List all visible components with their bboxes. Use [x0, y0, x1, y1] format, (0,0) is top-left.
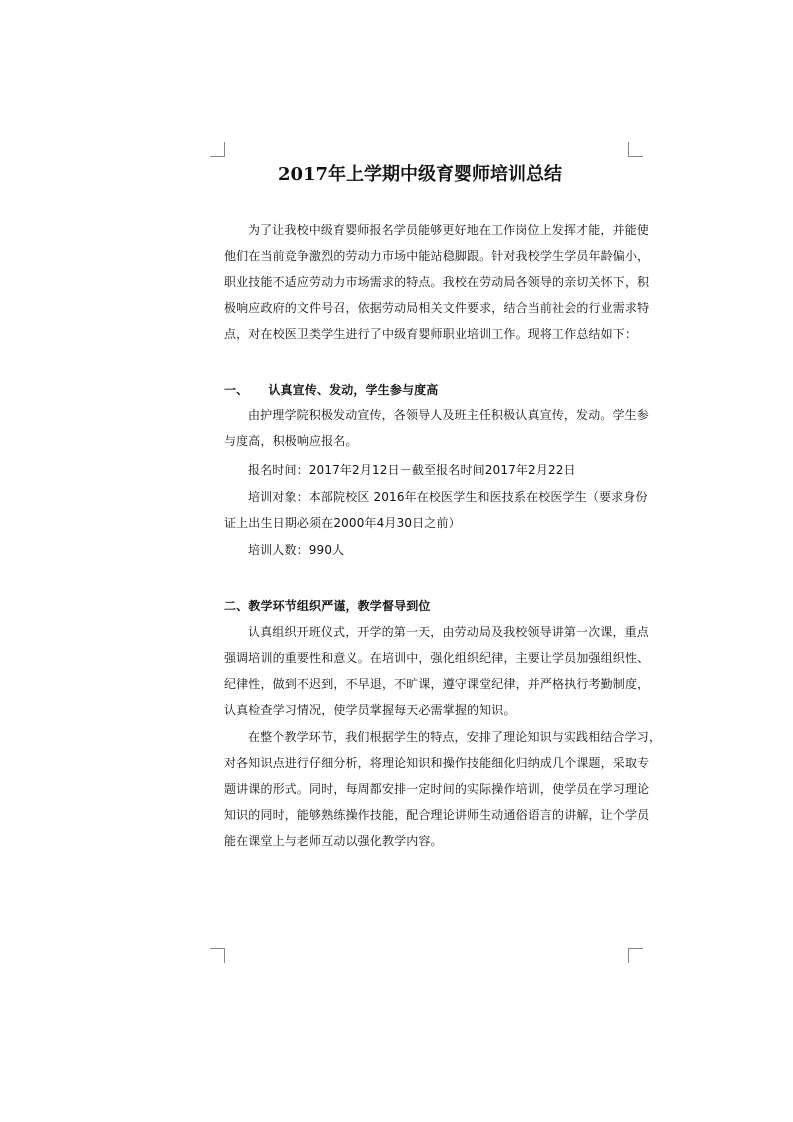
section-1-para-line: 与度高，积极响应报名。	[224, 434, 358, 448]
section-2-para1-line: 认真检查学习情况，使学员掌握每天必需掌握的知识。	[224, 703, 516, 717]
section-2-para2-line: 能在课堂上与老师互动以强化教学内容。	[224, 834, 443, 848]
intro-line: 点，对在校医卫类学生进行了中级育婴师职业培训工作。现将工作总结如下：	[224, 327, 638, 341]
document-title: 2017年上学期中级育婴师培训总结	[277, 164, 563, 185]
corner-mark-top-right	[628, 142, 643, 157]
section-1-title: 认真宣传、发动，学生参与度高	[268, 383, 439, 397]
corner-mark-bottom-left	[210, 948, 225, 963]
section-2-para2-line: 对各知识点进行仔细分析，将理论知识和操作技能细化归纳成几个课题，采取专	[224, 756, 650, 770]
section-2-para2-line: 在整个教学环节，我们根据学生的特点，安排了理论知识与实践相结合学习，	[248, 730, 662, 744]
section-2-para2-line: 题讲课的形式。同时，每周都安排一定时间的实际操作培训，使学员在学习理论	[224, 782, 650, 796]
intro-line: 他们在当前竞争激烈的劳动力市场中能站稳脚跟。针对我校学生学员年龄偏小，	[224, 249, 650, 263]
corner-mark-top-left	[210, 142, 225, 157]
section-2-para1-line: 强调培训的重要性和意义。在培训中，强化组织纪律，主要让学员加强组织性、	[224, 651, 650, 665]
training-target-line: 培训对象：本部院校区 2016年在校医学生和医技系在校医学生（要求身份	[248, 490, 648, 504]
section-2-para1-line: 认真组织开班仪式，开学的第一天，由劳动局及我校领导讲第一次课，重点	[248, 625, 649, 639]
intro-line: 极响应政府的文件号召，依据劳动局相关文件要求，结合当前社会的行业需求特	[224, 301, 650, 315]
intro-line: 职业技能不适应劳动力市场需求的特点。我校在劳动局各领导的亲切关怀下，积	[224, 275, 650, 289]
section-2-para1-line: 纪律性，做到不迟到，不早退，不旷课，遵守课堂纪律，并严格执行考勤制度，	[224, 677, 650, 691]
section-2-para2-line: 知识的同时，能够熟练操作技能，配合理论讲师生动通俗语言的讲解，让个学员	[224, 808, 650, 822]
section-2-heading: 二、教学环节组织严谨，教学督导到位	[224, 599, 431, 613]
registration-time: 报名时间：2017年2月12日－截至报名时间2017年2月22日	[248, 463, 576, 477]
section-1-number: 一、	[224, 383, 249, 397]
corner-mark-bottom-right	[628, 948, 643, 963]
training-count: 培训人数：990人	[248, 543, 345, 557]
intro-line: 为了让我校中级育婴师报名学员能够更好地在工作岗位上发挥才能，并能使	[248, 223, 649, 237]
training-target-line: 证上出生日期必须在2000年4月30日之前）	[224, 516, 461, 530]
section-1-heading	[224, 381, 628, 399]
section-1-para-line: 由护理学院积极发动宣传，各领导人及班主任积极认真宣传，发动。学生参	[248, 408, 649, 422]
